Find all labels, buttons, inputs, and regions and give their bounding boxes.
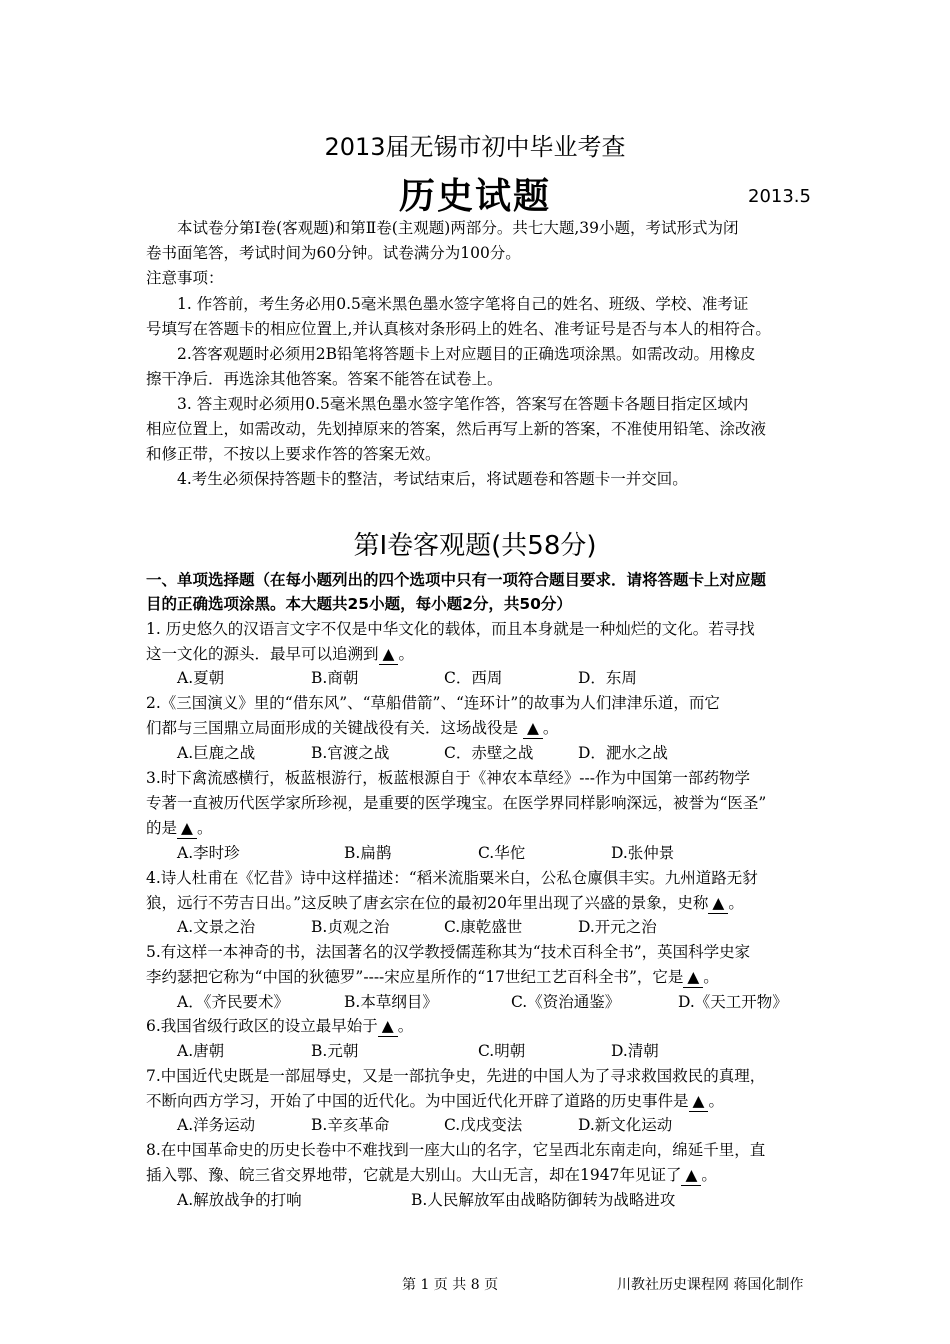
option-c: C．西周: [444, 669, 503, 687]
option-a: A．《齐民要术》: [177, 993, 289, 1011]
question-5-line: 李约瑟把它称为“中国的狄德罗”----宋应星所作的“17世纪工艺百科全书”，它是 ▲ 。: [146, 968, 719, 986]
option-c: C．赤壁之战: [444, 744, 534, 762]
answer-blank: ▲: [378, 1016, 398, 1037]
question-4-line: 4.诗人杜甫在《忆昔》诗中这样描述：“稻米流脂粟米白，公私仓廪俱丰实。九州道路无豺: [146, 869, 758, 887]
question-1-line: 1. 历史悠久的汉语言文字不仅是中华文化的载体，而且本身就是一种灿烂的文化。若寻找: [146, 620, 755, 638]
exam-title: 2013届无锡市初中毕业考查: [324, 133, 626, 161]
option-a: A.李时珍: [177, 844, 240, 862]
exam-date: 2013.5: [748, 186, 811, 207]
intro-line: 卷书面笔答，考试时间为60分钟。试卷满分为100分。: [146, 244, 521, 262]
option-d: D．东周: [578, 669, 637, 687]
option-b: B.商朝: [311, 669, 359, 687]
answer-blank: ▲: [708, 893, 728, 914]
option-b: B.元朝: [311, 1042, 359, 1060]
option-b: B.扁鹊: [344, 844, 392, 862]
question-4-line: 狼，远行不劳吉日出。”这反映了唐玄宗在位的最初20年里出现了兴盛的景象，史称 ▲ 。: [146, 894, 744, 912]
answer-blank: ▲: [681, 1165, 701, 1186]
option-a: A.夏朝: [177, 669, 225, 687]
option-d: D．淝水之战: [578, 744, 668, 762]
question-2-line: 2.《三国演义》里的“借东风”、“草船借箭”、“连环计”的故事为人们津津乐道，而它: [146, 694, 720, 712]
section-title: 第Ⅰ卷客观题(共58分): [353, 531, 597, 561]
page-number: 第 1 页 共 8 页: [402, 1277, 499, 1293]
option-a: A.洋务运动: [177, 1116, 256, 1134]
subject-title: 历史试题: [398, 176, 551, 217]
option-b: B.贞观之治: [311, 918, 390, 936]
footer-credit: 川教社历史课程网 蒋国化制作: [617, 1277, 804, 1293]
option-d: D.《天工开物》: [678, 993, 788, 1011]
option-d: D.开元之治: [578, 918, 657, 936]
note-item: 1. 作答前，考生务必用0.5毫米黑色墨水签字笔将自己的姓名、班级、学校、准考证: [177, 295, 749, 313]
option-b: B.官渡之战: [311, 744, 390, 762]
note-item: 4.考生必须保持答题卡的整洁，考试结束后，将试题卷和答题卡一并交回。: [177, 470, 688, 488]
answer-blank: ▲: [689, 1091, 709, 1112]
answer-blank: ▲: [177, 818, 197, 839]
question-3-line: 专著一直被历代医学家所珍视，是重要的医学瑰宝。在医学界同样影响深远，被誉为“医圣”: [146, 794, 767, 812]
option-d: D.新文化运动: [578, 1116, 673, 1134]
option-d: D.清朝: [611, 1042, 659, 1060]
note-item: 2.答客观题时必须用2B铅笔将答题卡上对应题目的正确选项涂黑。如需改动。用橡皮: [177, 345, 756, 363]
option-c: C.康乾盛世: [444, 918, 523, 936]
answer-blank: ▲: [683, 967, 703, 988]
note-item: 相应位置上，如需改动，先划掉原来的答案，然后再写上新的答案，不准使用铅笔、涂改液: [146, 420, 767, 438]
question-2-line: 们都与三国鼎立局面形成的关键战役有关．这场战役是 ▲ 。: [146, 719, 559, 737]
question-8-line: 插入鄂、豫、皖三省交界地带，它就是大别山。大山无言，却在1947年见证了 ▲ 。: [146, 1166, 717, 1184]
notes-heading: 注意事项：: [146, 269, 224, 287]
question-7-line: 不断向西方学习，开始了中国的近代化。为中国近代化开辟了道路的历史事件是 ▲ 。: [146, 1092, 724, 1110]
option-b: B.本草纲目》: [344, 993, 438, 1011]
note-item: 和修正带，不按以上要求作答的答案无效。: [146, 445, 441, 463]
question-8-line: 8.在中国革命史的历史长卷中不难找到一座大山的名字，它呈西北东南走向，绵延千里，直: [146, 1141, 766, 1159]
answer-blank: ▲: [379, 644, 399, 665]
part-heading: 一、单项选择题（在每小题列出的四个选项中只有一项符合题目要求．请将答题卡上对应题: [146, 571, 767, 589]
option-d: D.张仲景: [611, 844, 675, 862]
option-a: A.解放战争的打响: [177, 1191, 302, 1209]
question-5-line: 5.有这样一本神奇的书，法国著名的汉学教授儒莲称其为“技术百科全书”，英国科学史家: [146, 943, 751, 961]
question-1-line: 这一文化的源头．最早可以追溯到 ▲ 。: [146, 645, 414, 663]
question-7-line: 7.中国近代史既是一部屈辱史，又是一部抗争史，先进的中国人为了寻求救国救民的真理，: [146, 1067, 766, 1085]
option-a: A.唐朝: [177, 1042, 225, 1060]
option-a: A.巨鹿之战: [177, 744, 256, 762]
option-c: C.《资治通鉴》: [511, 993, 621, 1011]
note-item: 3. 答主观时必须用0.5毫米黑色墨水签字笔作答，答案写在答题卡各题目指定区域内: [177, 395, 749, 413]
option-b: B.人民解放军由战略防御转为战略进攻: [411, 1191, 676, 1209]
part-heading: 目的正确选项涂黑。本大题共25小题，每小题2分，共50分）: [146, 595, 572, 613]
note-item: 擦干净后．再选涂其他答案。答案不能答在试卷上。: [146, 370, 503, 388]
option-c: C.明朝: [478, 1042, 526, 1060]
question-3-line: 3.时下禽流感横行，板蓝根游行，板蓝根源自于《神农本草经》---作为中国第一部药物学: [146, 769, 751, 787]
intro-line: 本试卷分第Ⅰ卷(客观题)和第Ⅱ卷(主观题)两部分。共七大题,39小题，考试形式为闭: [177, 219, 739, 237]
question-6-line: 6.我国省级行政区的设立最早始于 ▲ 。: [146, 1017, 414, 1035]
question-3-line: 的是 ▲ 。: [146, 819, 213, 837]
option-c: C.戊戌变法: [444, 1116, 523, 1134]
note-item: 号填写在答题卡的相应位置上,并认真核对条形码上的姓名、准考证号是否与本人的相符合。: [146, 320, 771, 338]
option-c: C.华佗: [478, 844, 526, 862]
answer-blank: ▲: [523, 718, 543, 739]
option-a: A.文景之治: [177, 918, 256, 936]
option-b: B.辛亥革命: [311, 1116, 390, 1134]
